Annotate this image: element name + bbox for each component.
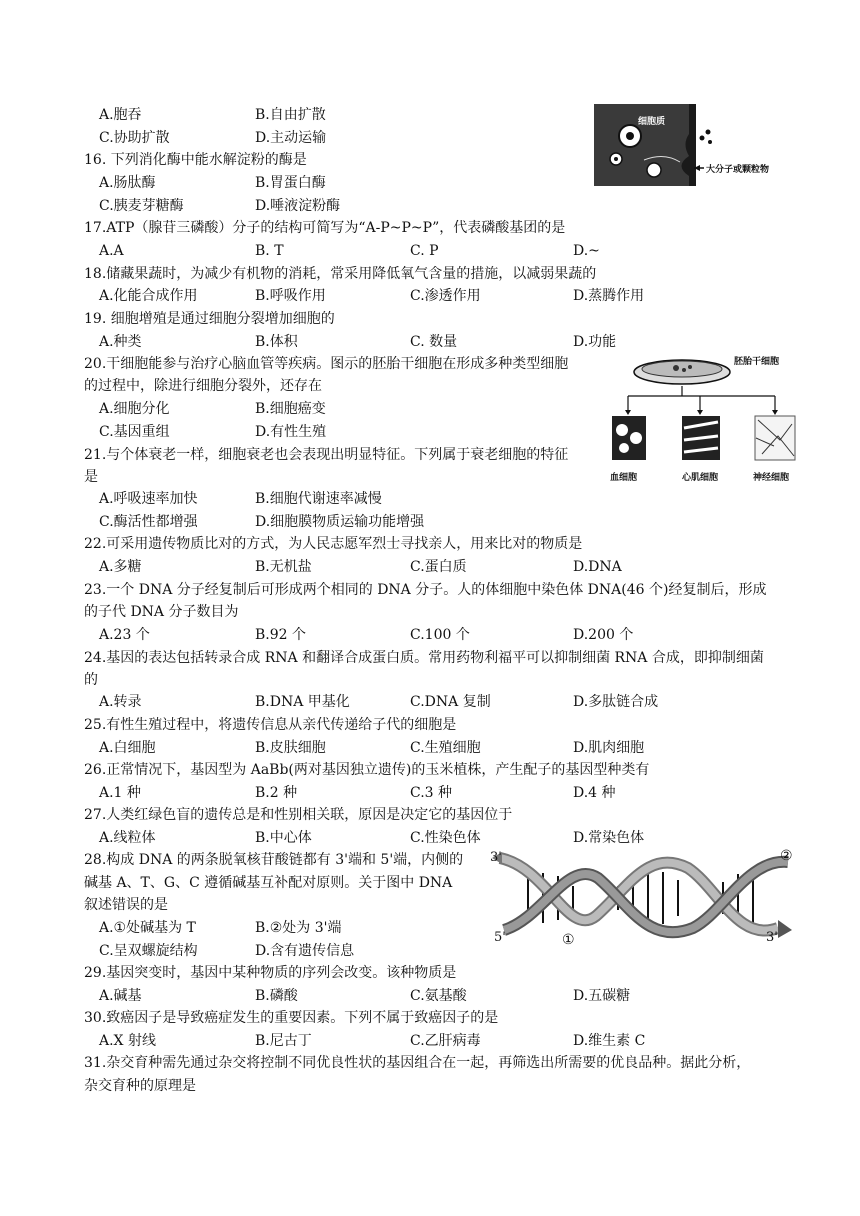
q25-option-a: A.白细胞 — [99, 740, 156, 756]
q16-option-c: C.胰麦芽糖酶 — [99, 198, 184, 214]
q28-option-b: B.②处为 3'端 — [255, 920, 342, 936]
q24-option-d: D.多肽链合成 — [573, 694, 659, 710]
q30-option-c: C.乙肝病毒 — [410, 1033, 481, 1049]
q19-option-d: D.功能 — [573, 334, 617, 350]
q23-option-a: A.23 个 — [99, 627, 150, 643]
q23-stem-line1: 23.一个 DNA 分子经复制后可形成两个相同的 DNA 分子。人的体细胞中染色体 DNA(46 个)经复制后，形成 — [84, 582, 767, 598]
q23-stem-line2: 的子代 DNA 分子数目为 — [84, 604, 239, 620]
q17-option-a: A.A — [99, 243, 124, 259]
q31-stem-line2: 杂交育种的原理是 — [84, 1078, 196, 1094]
q28-option-a: A.①处碱基为 T — [99, 920, 196, 936]
dna-label-5prime: 5' — [494, 930, 506, 945]
q20-option-b: B.细胞癌变 — [255, 401, 326, 417]
q18-option-a: A.化能合成作用 — [99, 288, 198, 304]
q23-option-b: B.92 个 — [255, 627, 307, 643]
dna-marker-1: ① — [562, 932, 575, 948]
q19-option-c: C. 数量 — [410, 334, 458, 350]
nerve-cell-label: 神经细胞 — [753, 473, 790, 483]
q27-stem: 27.人类红绿色盲的遗传总是和性别相关联，原因是决定它的基因位于 — [84, 807, 513, 823]
dna-label-3prime-right: 3' — [766, 930, 778, 945]
q30-stem: 30.致癌因子是导致癌症发生的重要因素。下列不属于致癌因子的是 — [84, 1010, 499, 1026]
q24-stem-line2: 的 — [84, 672, 98, 688]
cytoplasm-label: 细胞质 — [638, 117, 666, 127]
q29-option-c: C.氨基酸 — [410, 988, 467, 1004]
q22-option-d: D.DNA — [573, 559, 622, 575]
q26-option-b: B.2 种 — [255, 785, 298, 801]
q28-option-c: C.呈双螺旋结构 — [99, 943, 198, 959]
q27-option-a: A.线粒体 — [99, 830, 156, 846]
q21-option-c: C.酶活性都增强 — [99, 514, 198, 530]
macromolecule-label: 大分子或颗粒物 — [706, 165, 770, 175]
dna-marker-2: ② — [780, 848, 793, 864]
q18-option-d: D.蒸腾作用 — [573, 288, 645, 304]
q20-option-c: C.基因重组 — [99, 424, 170, 440]
q27-option-b: B.中心体 — [255, 830, 312, 846]
q21-option-a: A.呼吸速率加快 — [99, 491, 198, 507]
q18-option-b: B.呼吸作用 — [255, 288, 326, 304]
q18-option-c: C.渗透作用 — [410, 288, 481, 304]
q29-option-d: D.五碳糖 — [573, 988, 631, 1004]
q17-stem: 17.ATP（腺苷三磷酸）分子的结构可简写为“A-P~P~P”，代表磷酸基团的是 — [84, 220, 566, 236]
q20-stem-line2: 的过程中，除进行细胞分裂外，还存在 — [84, 378, 322, 394]
q25-option-c: C.生殖细胞 — [410, 740, 481, 756]
embryonic-stem-cell-label: 胚胎干细胞 — [734, 357, 780, 367]
q17-option-d: D.~ — [573, 243, 600, 259]
q30-option-a: A.X 射线 — [99, 1033, 156, 1049]
q19-stem: 19. 细胞增殖是通过细胞分裂增加细胞的 — [84, 311, 335, 327]
q15-option-c: C.协助扩散 — [99, 130, 170, 146]
q28-stem-line3: 叙述错误的是 — [84, 897, 168, 913]
q17-option-c: C. P — [410, 243, 439, 259]
q28-stem-line1: 28.构成 DNA 的两条脱氧核苷酸链都有 3'端和 5'端，内侧的 — [84, 852, 464, 868]
q16-option-a: A.肠肽酶 — [99, 175, 156, 191]
q29-option-b: B.磷酸 — [255, 988, 298, 1004]
q16-option-b: B.胃蛋白酶 — [255, 175, 326, 191]
dna-double-helix-figure — [488, 848, 800, 948]
q22-option-b: B.无机盐 — [255, 559, 312, 575]
q24-option-a: A.转录 — [99, 694, 142, 710]
q25-stem: 25.有性生殖过程中，将遗传信息从亲代传递给子代的细胞是 — [84, 717, 457, 733]
q22-option-c: C.蛋白质 — [410, 559, 467, 575]
q18-stem: 18.储藏果蔬时，为减少有机物的消耗，常采用降低氧气含量的措施，以减弱果蔬的 — [84, 266, 597, 282]
q22-option-a: A.多糖 — [99, 559, 142, 575]
q24-stem-line1: 24.基因的表达包括转录合成 RNA 和翻译合成蛋白质。常用药物利福平可以抑制细菌 RNA 合成，即抑制细菌 — [84, 650, 764, 666]
q19-option-a: A.种类 — [99, 334, 142, 350]
q23-option-c: C.100 个 — [410, 627, 470, 643]
q28-option-d: D.含有遗传信息 — [255, 943, 355, 959]
q29-stem: 29.基因突变时，基因中某种物质的序列会改变。该种物质是 — [84, 965, 457, 981]
q24-option-b: B.DNA 甲基化 — [255, 694, 350, 710]
q19-option-b: B.体积 — [255, 334, 298, 350]
q21-option-d: D.细胞膜物质运输功能增强 — [255, 514, 425, 530]
q22-stem: 22.可采用遗传物质比对的方式，为人民志愿军烈士寻找亲人，用来比对的物质是 — [84, 536, 583, 552]
q21-stem-line2: 是 — [84, 469, 98, 485]
q20-option-a: A.细胞分化 — [99, 401, 170, 417]
q27-option-c: C.性染色体 — [410, 830, 481, 846]
endocytosis-figure — [594, 104, 800, 186]
q17-option-b: B. T — [255, 243, 284, 259]
cardiac-cell-label: 心肌细胞 — [682, 473, 719, 483]
q21-stem-line1: 21.与个体衰老一样，细胞衰老也会表现出明显特征。下列属于衰老细胞的特征 — [84, 447, 569, 463]
q21-option-b: B.细胞代谢速率减慢 — [255, 491, 382, 507]
q15-option-a: A.胞吞 — [99, 107, 142, 123]
blood-cell-label: 血细胞 — [610, 473, 638, 483]
q30-option-b: B.尼古丁 — [255, 1033, 312, 1049]
q26-option-a: A.1 种 — [99, 785, 141, 801]
q26-option-c: C.3 种 — [410, 785, 453, 801]
q20-option-d: D.有性生殖 — [255, 424, 327, 440]
q31-stem-line1: 31.杂交育种需先通过杂交将控制不同优良性状的基因组合在一起，再筛选出所需要的优良品种。据此分析， — [84, 1055, 751, 1071]
stem-cell-figure — [610, 350, 800, 486]
q27-option-d: D.常染色体 — [573, 830, 645, 846]
q16-option-d: D.唾液淀粉酶 — [255, 198, 341, 214]
q29-option-a: A.碱基 — [99, 988, 142, 1004]
q15-option-d: D.主动运输 — [255, 130, 327, 146]
q15-option-b: B.自由扩散 — [255, 107, 326, 123]
q20-stem-line1: 20.干细胞能参与治疗心脑血管等疾病。图示的胚胎干细胞在形成多种类型细胞 — [84, 356, 569, 372]
q28-stem-line2: 碱基 A、T、G、C 遵循碱基互补配对原则。关于图中 DNA — [84, 875, 453, 891]
q25-option-b: B.皮肤细胞 — [255, 740, 326, 756]
q26-option-d: D.4 种 — [573, 785, 616, 801]
q26-stem: 26.正常情况下，基因型为 AaBb(两对基因独立遗传)的玉米植株，产生配子的基因型种类有 — [84, 762, 650, 778]
q30-option-d: D.维生素 C — [573, 1033, 646, 1049]
q23-option-d: D.200 个 — [573, 627, 634, 643]
q25-option-d: D.肌肉细胞 — [573, 740, 645, 756]
q24-option-c: C.DNA 复制 — [410, 694, 491, 710]
q16-stem: 16. 下列消化酶中能水解淀粉的酶是 — [84, 152, 307, 168]
dna-label-3prime-top: 3' — [490, 850, 502, 865]
